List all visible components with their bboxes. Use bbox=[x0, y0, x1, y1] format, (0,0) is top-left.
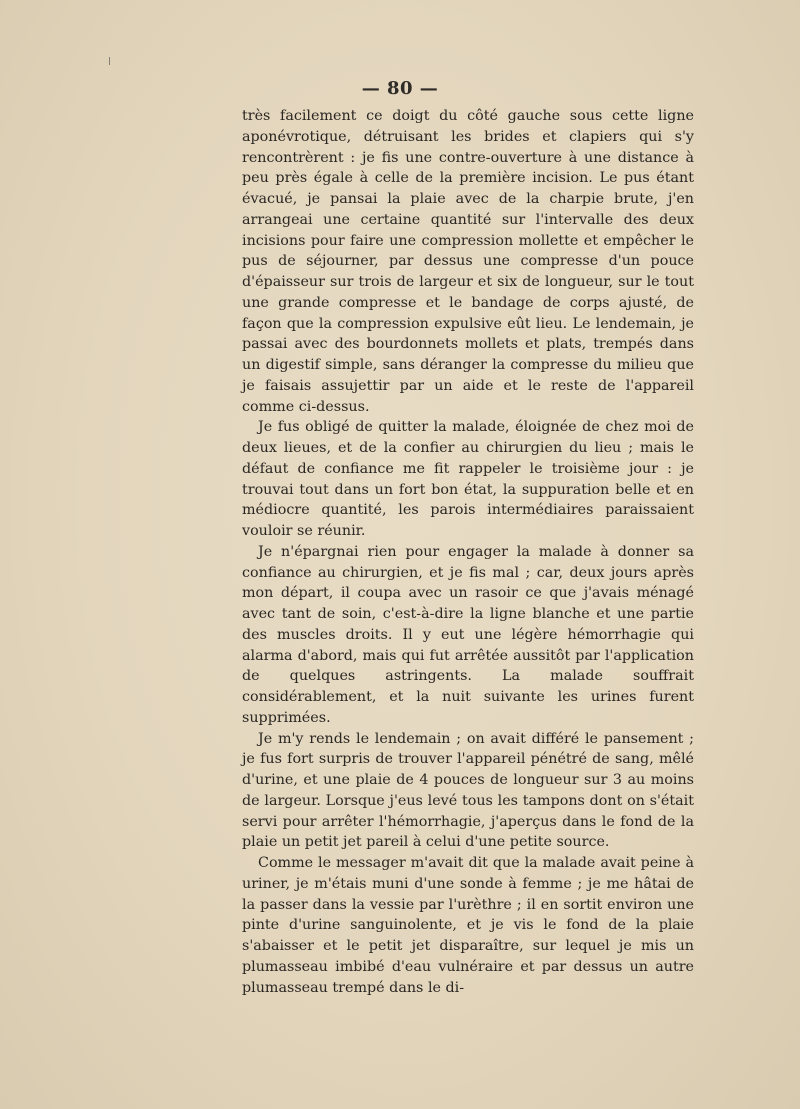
paragraph-1: très facilement ce doigt du côté gauche sous cette ligne aponévrotique, détruisant les brides et clapiers qui s'y rencontrèrent : je fis une contre-ouverture à une distance à peu près égale à celle de la première incision. Le pus étant évacué, je pansai la plaie avec de la charpie brute, j'en arrangeai une certaine quantité sur l'intervalle des deux incisions pour faire une compression mollette et empêcher le pus de séjourner, par dessus une compresse d'un pouce d'épaisseur sur trois de largeur et six de longueur, sur le tout une grande compresse et le bandage de corps ajusté, de façon que la compression expulsive eût lieu. Le lendemain, je passai avec des bourdonnets mollets et plats, trempés dans un digestif simple, sans déranger la compresse du milieu que je faisais assujettir par un aide et le reste de l'appareil comme ci-dessus. bbox=[242, 108, 694, 415]
paragraph-2: Je fus obligé de quitter la malade, éloignée de chez moi de deux lieues, et de la confier au chirurgien du lieu ; mais le défaut de confiance me fit rappeler le troisième jour : je trouvai tout dans un fort bon état, la suppuration belle et en médiocre quantité, les parois intermédiaires paraissaient vouloir se réunir. bbox=[242, 419, 694, 539]
paragraph-5: Comme le messager m'avait dit que la malade avait peine à uriner, je m'étais muni d'une sonde à femme ; je me hâtai de la passer dans la vessie par l'urèthre ; il en sortit environ une pinte d'urine sanguinolente, et je vis le fond de la plaie s'abaisser et le petit jet disparaître, sur lequel je mis un plumasseau imbibé d'eau vulnéraire et par dessus un autre plumasseau trempé dans le di- bbox=[242, 855, 694, 996]
body-text bbox=[242, 106, 694, 998]
margin-mark: | bbox=[108, 56, 111, 65]
paragraph-3: Je n'épargnai rien pour engager la malade à donner sa confiance au chirurgien, et je fis mal ; car, deux jours après mon départ, il coupa avec un rasoir ce que j'avais ménagé avec tant de soin, c'est-à-dire la ligne blanche et une partie des muscles droits. Il y eut une légère hémorrhagie qui alarma d'abord, mais qui fut arrêtée aussitôt par l'application de quelques astringents. La malade souffrait considérablement, et la nuit suivante les urines furent supprimées. bbox=[242, 543, 694, 726]
page-number: — 80 — bbox=[361, 78, 439, 99]
paragraph-4: Je m'y rends le lendemain ; on avait différé le pansement ; je fus fort surpris de trouver l'appareil pénétré de sang, mêlé d'urine, et une plaie de 4 pouces de longueur sur 3 au moins de largeur. Lorsque j'eus levé tous les tampons dont on s'était servi pour arrêter l'hémorrhagie, j'aperçus dans le fond de la plaie un petit jet pareil à celui d'une petite source. bbox=[242, 730, 694, 851]
